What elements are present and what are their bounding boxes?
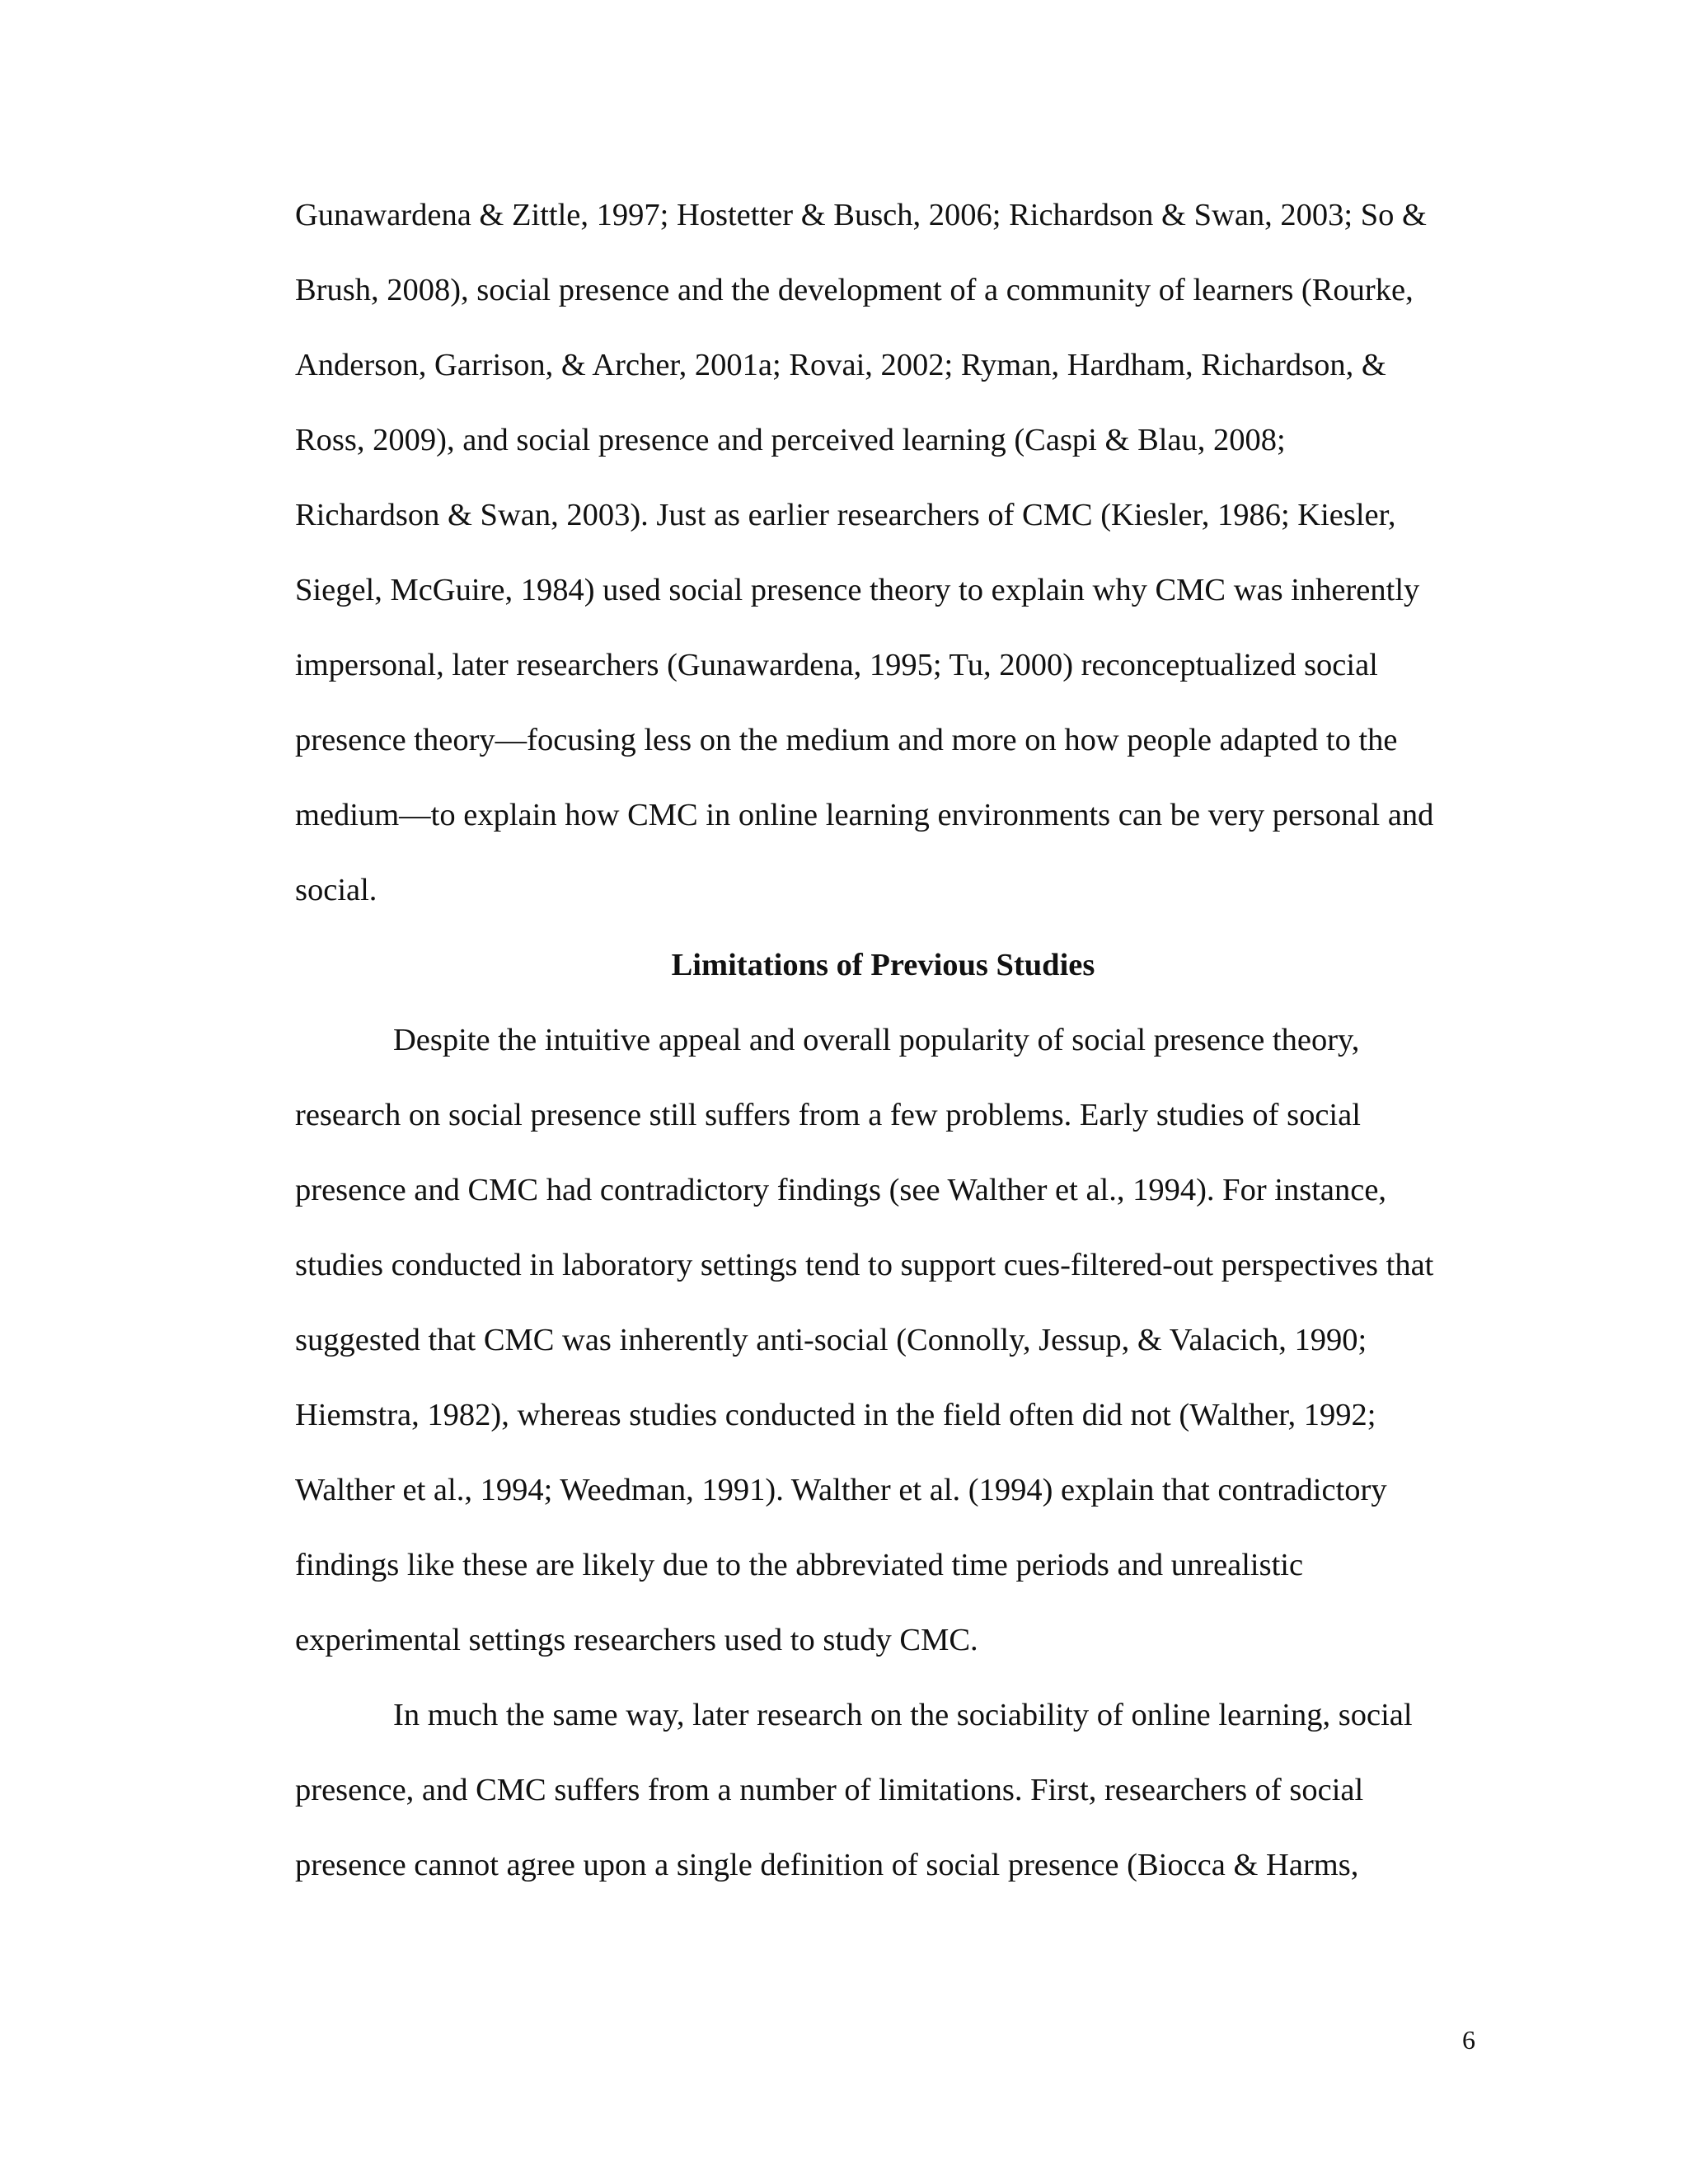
paragraph-2-line-1: Despite the intuitive appeal and overall popularity of social presence theory, bbox=[393, 1023, 1360, 1057]
section-heading: Limitations of Previous Studies bbox=[671, 948, 1095, 982]
paragraph-2-line-4: studies conducted in laboratory settings tend to support cues-filtered-out perspectives that bbox=[295, 1248, 1434, 1282]
paragraph-1-line-10: social. bbox=[295, 873, 377, 907]
paragraph-3-line-3: presence cannot agree upon a single definition of social presence (Biocca & Harms, bbox=[295, 1848, 1359, 1882]
paragraph-2-line-7: Walther et al., 1994; Weedman, 1991). Walther et al. (1994) explain that contradictory bbox=[295, 1473, 1387, 1507]
paragraph-2-line-2: research on social presence still suffers from a few problems. Early studies of social bbox=[295, 1098, 1361, 1132]
paragraph-2-line-5: suggested that CMC was inherently anti-social (Connolly, Jessup, & Valacich, 1990; bbox=[295, 1323, 1367, 1357]
paragraph-1-line-2: Brush, 2008), social presence and the development of a community of learners (Rourke, bbox=[295, 273, 1414, 307]
paragraph-3-line-2: presence, and CMC suffers from a number of limitations. First, researchers of social bbox=[295, 1773, 1364, 1807]
paragraph-2-line-9: experimental settings researchers used to study CMC. bbox=[295, 1623, 978, 1657]
paragraph-1-line-1: Gunawardena & Zittle, 1997; Hostetter & Busch, 2006; Richardson & Swan, 2003; So & bbox=[295, 198, 1427, 232]
page-number: 6 bbox=[1462, 2025, 1475, 2055]
paragraph-1-line-6: Siegel, McGuire, 1984) used social presence theory to explain why CMC was inherently bbox=[295, 573, 1420, 607]
paragraph-2-line-3: presence and CMC had contradictory findings (see Walther et al., 1994). For instance, bbox=[295, 1173, 1387, 1207]
paragraph-1-line-7: impersonal, later researchers (Gunawardena, 1995; Tu, 2000) reconceptualized social bbox=[295, 648, 1378, 682]
paragraph-1-line-5: Richardson & Swan, 2003). Just as earlier researchers of CMC (Kiesler, 1986; Kiesler, bbox=[295, 498, 1396, 532]
paragraph-2-line-6: Hiemstra, 1982), whereas studies conducted in the field often did not (Walther, 1992; bbox=[295, 1398, 1376, 1432]
paragraph-1-line-3: Anderson, Garrison, & Archer, 2001a; Rovai, 2002; Ryman, Hardham, Richardson, & bbox=[295, 348, 1386, 382]
paragraph-1-line-8: presence theory—focusing less on the medium and more on how people adapted to the bbox=[295, 723, 1398, 757]
paragraph-1-line-9: medium—to explain how CMC in online learning environments can be very personal and bbox=[295, 798, 1434, 832]
paragraph-3-line-1: In much the same way, later research on the sociability of online learning, social bbox=[393, 1698, 1413, 1732]
paragraph-1-line-4: Ross, 2009), and social presence and perceived learning (Caspi & Blau, 2008; bbox=[295, 423, 1286, 457]
paragraph-2-line-8: findings like these are likely due to the abbreviated time periods and unrealistic bbox=[295, 1548, 1304, 1582]
